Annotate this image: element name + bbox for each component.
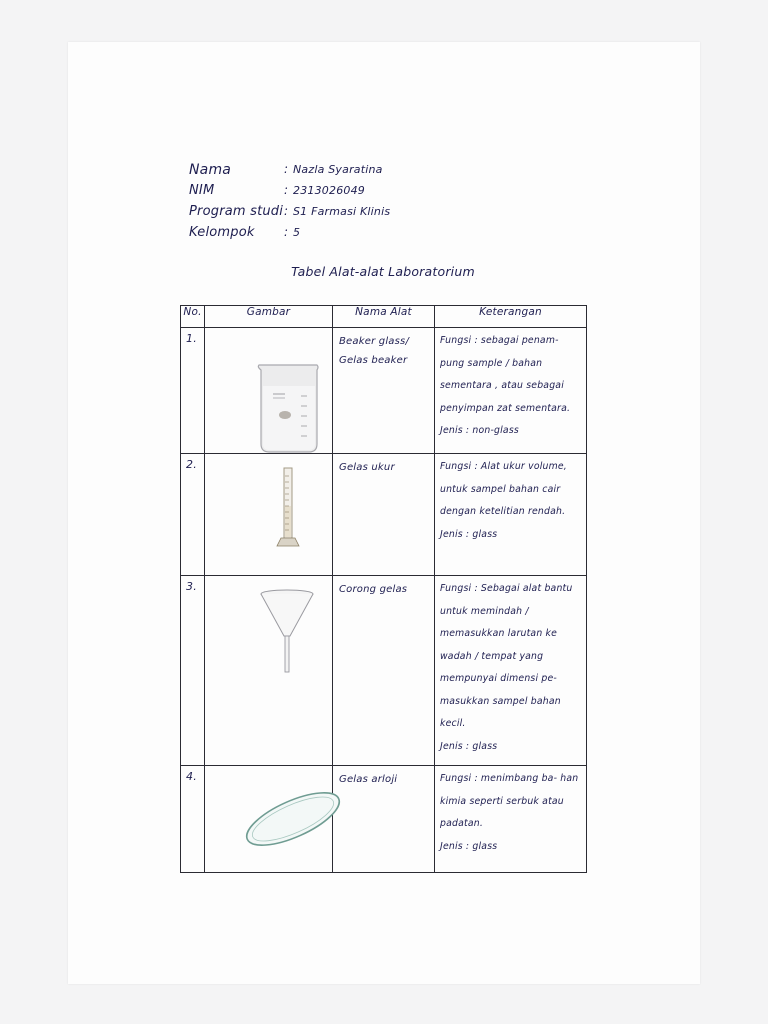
row-number: 1. bbox=[181, 328, 205, 454]
table-title: Tabel Alat-alat Laboratorium bbox=[291, 264, 475, 279]
identity-value: S1 Farmasi Klinis bbox=[293, 205, 391, 218]
beaker-glass-icon bbox=[255, 364, 325, 456]
tool-type: Jenis : glass bbox=[440, 740, 498, 752]
identity-row-nama bbox=[189, 162, 489, 183]
identity-colon: : bbox=[284, 162, 289, 176]
identity-colon: : bbox=[284, 204, 289, 218]
lab-tools-table bbox=[180, 305, 587, 873]
tool-name: Gelas arloji bbox=[333, 766, 435, 873]
identity-value: Nazla Syaratina bbox=[293, 163, 383, 176]
tool-function: Fungsi : sebagai penam- pung sample / bahan sementara , atau sebagai penyimpan zat sementara. bbox=[440, 335, 571, 414]
table-row bbox=[181, 576, 587, 766]
tool-name: Corong gelas bbox=[333, 576, 435, 766]
identity-row-program-studi bbox=[189, 204, 489, 225]
row-number: 4. bbox=[181, 766, 205, 873]
tool-name: Gelas ukur bbox=[333, 454, 435, 576]
tool-type: Jenis : glass bbox=[440, 528, 498, 540]
identity-label: Program studi bbox=[189, 204, 284, 219]
identity-value: 2313026049 bbox=[293, 184, 365, 197]
image-cell bbox=[205, 328, 333, 454]
identity-colon: : bbox=[284, 225, 289, 239]
table-row bbox=[181, 766, 587, 873]
identity-label: Kelompok bbox=[189, 225, 255, 240]
measuring-cylinder-icon bbox=[273, 466, 303, 550]
tool-function: Fungsi : Alat ukur volume, untuk sampel bahan cair dengan ketelitian rendah. bbox=[440, 461, 567, 517]
watch-glass-icon bbox=[243, 784, 343, 854]
header-gambar: Gambar bbox=[205, 306, 333, 328]
tool-name: Beaker glass/ Gelas beaker bbox=[333, 328, 435, 454]
table-row bbox=[181, 328, 587, 454]
glass-funnel-icon bbox=[257, 588, 317, 674]
identity-label: NIM bbox=[189, 183, 215, 198]
tool-type: Jenis : glass bbox=[440, 840, 498, 852]
image-cell bbox=[205, 576, 333, 766]
row-number: 3. bbox=[181, 576, 205, 766]
identity-colon: : bbox=[284, 183, 289, 197]
tool-description bbox=[435, 454, 587, 576]
identity-value: 5 bbox=[293, 226, 301, 239]
image-cell bbox=[205, 454, 333, 576]
tool-function: Fungsi : menimbang ba- han kimia seperti serbuk atau padatan. bbox=[440, 773, 579, 829]
header-keterangan: Keterangan bbox=[435, 306, 587, 328]
tool-description bbox=[435, 766, 587, 873]
header-no: No. bbox=[181, 306, 205, 328]
table-row bbox=[181, 454, 587, 576]
identity-block bbox=[189, 162, 489, 246]
identity-label: Nama bbox=[189, 162, 232, 178]
identity-row-kelompok bbox=[189, 225, 489, 246]
identity-row-nim bbox=[189, 183, 489, 204]
tool-function: Fungsi : Sebagai alat bantu untuk memindah / memasukkan larutan ke wadah / tempat yang mempunyai dimensi pe- masukkan sampel bahan kecil. bbox=[440, 583, 573, 729]
row-number: 2. bbox=[181, 454, 205, 576]
tool-description bbox=[435, 328, 587, 454]
header-nama-alat: Nama Alat bbox=[333, 306, 435, 328]
image-cell bbox=[205, 766, 333, 873]
tool-description bbox=[435, 576, 587, 766]
table-header-row bbox=[181, 306, 587, 328]
tool-type: Jenis : non-glass bbox=[440, 425, 519, 436]
